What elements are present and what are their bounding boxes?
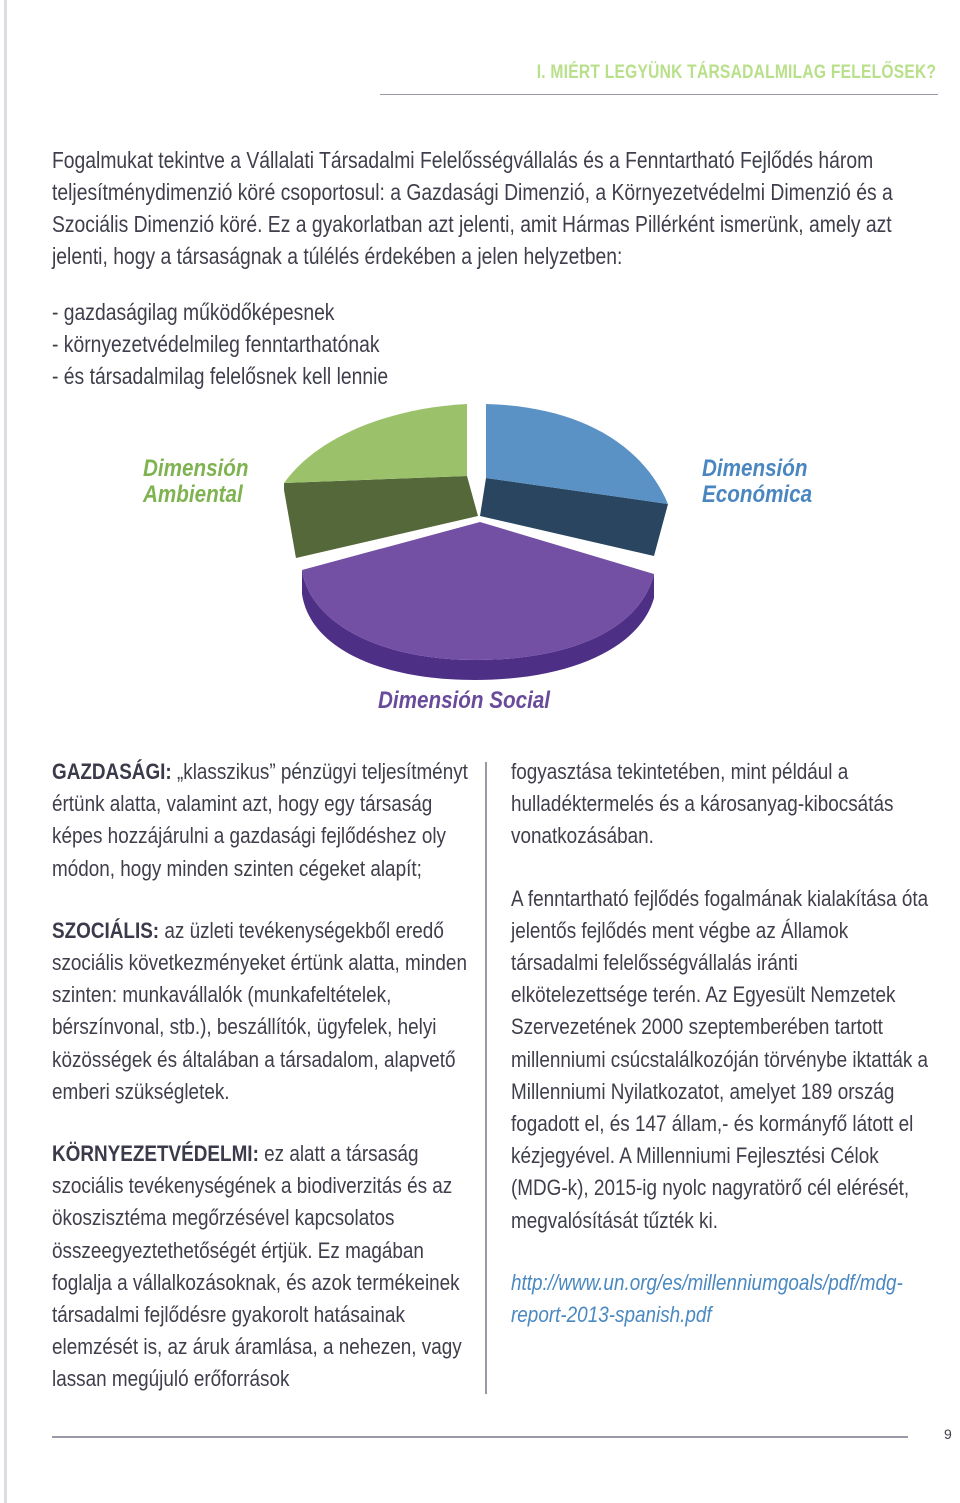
- three-pillars-diagram: [270, 398, 690, 688]
- label-dimension-economica: [702, 455, 813, 508]
- page-number: 9: [944, 1426, 952, 1442]
- pillar-item: - gazdaságilag működőképesnek: [52, 299, 335, 325]
- label-text: Dimensión Ambiental: [143, 455, 249, 508]
- mdg-paragraph: A fenntartható fejlődés fogalmának kialakítása óta jelentős fejlődés ment végbe az Államok társadalmi felelősségvállalás iránti elkötelezettsége terén. Az Egyesült Nemzetek Szervezetének 2000 szeptemberében tartott millenniumi csúcstalálkozóján törvénybe iktatták a Millenniumi Nyilatkozatot, amelyet 189 ország fogadott el, és 147 állam,- és kormányfő látott el kézjegyével. A Millenniumi Fejlesztési Célok (MDG-k), 2015-ig nyolc nagyratörő cél elérését, megvalósítását tűzték ki.: [511, 885, 929, 1233]
- kornyezet-text: ez alatt a társaság szociális tevékenységének a biodiverzitás és az ökoszisztéma megőrzésével kapcsolatos összeegyeztethetőségét értjük. Ez magában foglalja a vállalkozásoknak, és azok termékeinek társadalmi fejlődésre gyakorolt hatásainak elemzését is, az áruk áramlása, a nehezen, vagy lassan megújuló erőforrások: [52, 1141, 462, 1392]
- gazdasagi-paragraph: [52, 756, 472, 885]
- label-dimension-social: Dimensión Social: [378, 687, 551, 714]
- gazdasagi-text: „klasszikus” pénzügyi teljesítményt értünk alatta, valamint azt, hogy egy társaság képes hozzájárulni a gazdasági fejlődéshez oly módon, hogy minden szinten cégeket alapít;: [52, 759, 468, 881]
- right-column: [511, 756, 931, 1331]
- left-column: [52, 756, 472, 1396]
- szocialis-term: SZOCIÁLIS:: [52, 917, 160, 943]
- gazdasagi-term: GAZDASÁGI:: [52, 759, 172, 784]
- footer-rule: [52, 1436, 908, 1438]
- kornyezet-paragraph: [52, 1138, 472, 1396]
- continuation-paragraph: fogyasztása tekintetében, mint például a hulladéktermelés és a károsanyag-kibocsátás vonatkozásában.: [511, 759, 894, 849]
- un-report-link[interactable]: http://www.un.org/es/millenniumgoals/pdf/mdg-report-2013-spanish.pdf: [511, 1269, 903, 1328]
- column-divider: [485, 762, 487, 1394]
- pillar-list: [52, 296, 932, 392]
- intro-paragraph: Fogalmukat tekintve a Vállalati Társadalmi Felelősségvállalás és a Fenntartható Fejlődés három teljesítménydimenzió köré csoportosul: a Gazdasági Dimenzió, a Környezetvédelmi Dimenzió és a Szociális Dimenzió köré. Ez a gyakorlatban azt jelenti, amit Hármas Pillérként ismerünk, amely azt jelenti, hogy a társaságnak a túlélés érdekében a jelen helyzetben:: [52, 147, 893, 269]
- label-text: Dimensión Económica: [702, 455, 813, 508]
- left-margin-rule: [4, 0, 7, 1503]
- label-dimension-ambiental: [143, 455, 249, 508]
- pie-slice-ambiental-top: [284, 404, 467, 483]
- szocialis-paragraph: [52, 915, 472, 1108]
- kornyezet-term: KÖRNYEZETVÉDELMI:: [52, 1141, 259, 1167]
- running-header: [380, 62, 938, 95]
- pie-3d-graphic: [270, 398, 690, 688]
- pillar-item: - és társadalmilag felelősnek kell lennie: [52, 363, 389, 389]
- source-link-paragraph: [511, 1267, 931, 1331]
- pillar-item: - környezetvédelmileg fenntarthatónak: [52, 331, 380, 357]
- szocialis-text: az üzleti tevékenységekből eredő szociális következményeket értünk alatta, minden szinten: munkavállalók (munkafeltételek, bérszínvonal, stb.), beszállítók, ügyfelek, helyi közösségek és általában a társadalom, alapvető emberi szükségletek.: [52, 917, 467, 1104]
- intro-section: [52, 144, 932, 272]
- chapter-title: I. MIÉRT LEGYÜNK TÁRSADALMILAG FELELŐSEK?: [536, 62, 936, 83]
